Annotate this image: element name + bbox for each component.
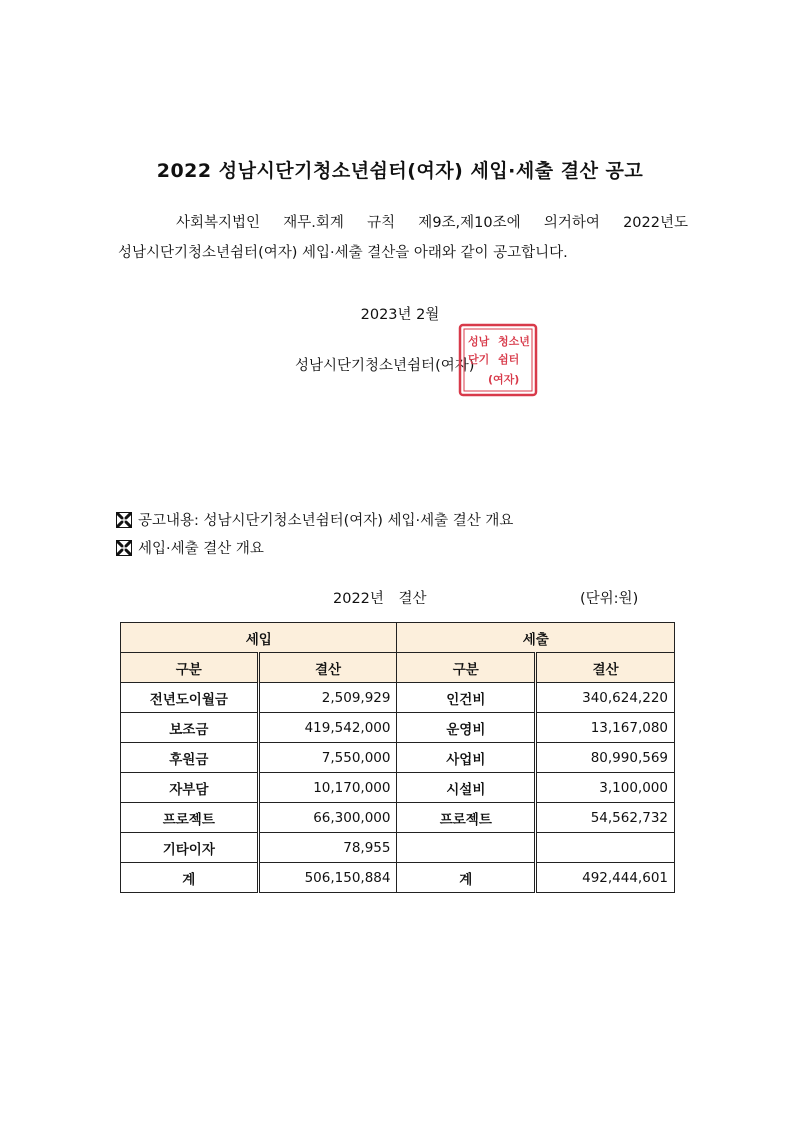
intro-line-2: 성남시단기청소년쉼터(여자) 세입·세출 결산을 아래와 같이 공고합니다. [118, 245, 568, 261]
table-unit: (단위:원) [580, 591, 639, 607]
table-subheader-row [121, 653, 675, 683]
table-caption-year: 2022년 [333, 591, 384, 607]
expense-amount: 3,100,000 [536, 773, 675, 803]
reference-mark-icon [116, 512, 132, 528]
seal-text-5: (여자) [488, 373, 520, 386]
income-category: 프로젝트 [121, 803, 259, 833]
expense-total-amount: 492,444,601 [536, 863, 675, 893]
income-category: 전년도이월금 [121, 683, 259, 713]
expense-amount: 54,562,732 [536, 803, 675, 833]
table-row [121, 773, 675, 803]
subheader-amount: 결산 [258, 653, 397, 683]
reference-mark-icon [116, 540, 132, 556]
official-seal [458, 323, 538, 397]
income-amount: 78,955 [258, 833, 397, 863]
expense-category [397, 833, 536, 863]
expense-amount [536, 833, 675, 863]
income-category: 후원금 [121, 743, 259, 773]
expense-category: 인건비 [397, 683, 536, 713]
document-title: 2022 성남시단기청소년쉼터(여자) 세입·세출 결산 공고 [156, 160, 644, 182]
expense-header: 세출 [397, 623, 675, 653]
subheader-category: 구분 [397, 653, 536, 683]
announcement-date: 2023년 2월 [360, 307, 440, 323]
table-row [121, 713, 675, 743]
table-caption [333, 587, 427, 608]
expense-amount: 13,167,080 [536, 713, 675, 743]
organization-name: 성남시단기청소년쉼터(여자) [295, 358, 475, 374]
table-row [121, 803, 675, 833]
table-row [121, 743, 675, 773]
expense-amount: 340,624,220 [536, 683, 675, 713]
bullet-text-1: 공고내용: 성남시단기청소년쉼터(여자) 세입·세출 결산 개요 [138, 513, 514, 529]
income-total-amount: 506,150,884 [258, 863, 397, 893]
table-caption-label: 결산 [398, 591, 427, 607]
income-amount: 2,509,929 [258, 683, 397, 713]
table-total-row [121, 863, 675, 893]
expense-category: 운영비 [397, 713, 536, 743]
expense-amount: 80,990,569 [536, 743, 675, 773]
expense-total-label: 계 [397, 863, 536, 893]
bullet-text-2: 세입·세출 결산 개요 [138, 541, 264, 557]
subheader-amount: 결산 [536, 653, 675, 683]
income-category: 기타이자 [121, 833, 259, 863]
expense-category: 프로젝트 [397, 803, 536, 833]
table-row [121, 683, 675, 713]
income-category: 자부담 [121, 773, 259, 803]
intro-line-1: 사회복지법인 재무.회계 규칙 제9조,제10조에 의거하여 2022년도 [176, 215, 688, 231]
seal-text-3: 청소년 [498, 335, 530, 348]
income-amount: 10,170,000 [258, 773, 397, 803]
settlement-table [120, 622, 675, 893]
seal-text-4: 쉼터 [498, 353, 520, 366]
income-amount: 66,300,000 [258, 803, 397, 833]
subheader-category: 구분 [121, 653, 259, 683]
seal-text-1: 성남 [468, 335, 490, 348]
table-row [121, 833, 675, 863]
table-header-row [121, 623, 675, 653]
bullet-summary [116, 537, 264, 558]
income-category: 보조금 [121, 713, 259, 743]
income-total-label: 계 [121, 863, 259, 893]
income-header: 세입 [121, 623, 397, 653]
expense-category: 시설비 [397, 773, 536, 803]
expense-category: 사업비 [397, 743, 536, 773]
seal-text-2: 단기 [468, 353, 490, 366]
bullet-content [116, 509, 513, 530]
income-amount: 7,550,000 [258, 743, 397, 773]
income-amount: 419,542,000 [258, 713, 397, 743]
